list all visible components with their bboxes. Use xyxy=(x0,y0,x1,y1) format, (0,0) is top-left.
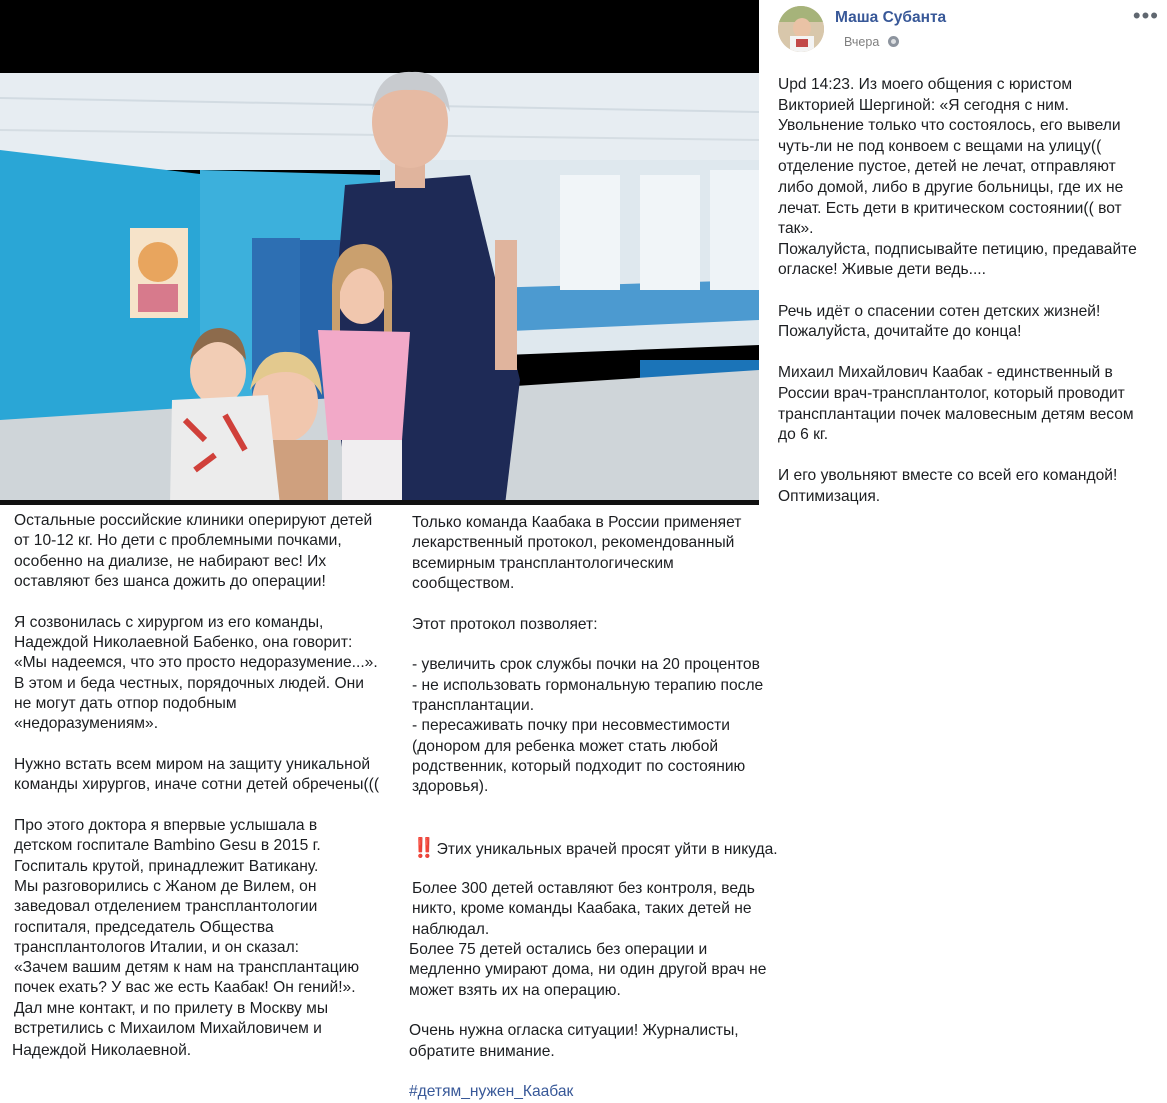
paragraph: Я созвонилась с хирургом из его команды, Надеждой Николаевной Бабенко, она говорит: «Мы надеемся, что это просто недоразумение...». В этом и беда честных, порядочных людей. Они не могут дать отпор подобным «недоразумениям». xyxy=(14,613,378,733)
paragraph: Надеждой Николаевной. xyxy=(12,1042,192,1060)
paragraph: Про этого доктора я впервые услышала в детском госпитале Bambino Gesu в 2015 г. Госпиталь крутой, принадлежит Ватикану. Мы разговорились с Жаном де Вилем, он заведовал отделением трансплантологии госпиталя, председатель Общества трансплантологов Италии, и он сказал: «Зачем вашим детям к нам на трансплантацию почек ехать? У вас же есть Каабак! Он гений!». Дал мне контакт, и по прилету в Москву мы встретились с Михаилом Михайловичем и xyxy=(14,817,360,1038)
author-name[interactable]: Маша Субанта xyxy=(835,9,947,26)
paragraph-text: Этих уникальных врачей просят уйти в никуда. xyxy=(436,840,778,858)
text-column-right xyxy=(409,513,792,1103)
text-column-left xyxy=(14,511,409,1062)
paragraph: Остальные российские клиники оперируют детей от 10-12 кг. Но дети с проблемными почками, особенно на диализе, не набирают вес! Их оставляют без шанса дожить до операции! xyxy=(14,512,373,590)
post-timestamp[interactable]: Вчера xyxy=(844,35,880,49)
paragraph xyxy=(412,819,792,861)
post-header xyxy=(778,3,1163,54)
double-exclamation-icon: ‼️ xyxy=(412,837,433,859)
hashtag-link[interactable]: #детям_нужен_Каабак xyxy=(409,1083,574,1101)
paragraph: Очень нужна огласка ситуации! Журналисты, обратите внимание. xyxy=(409,1022,739,1060)
paragraph: Более 75 детей остались без операции и медленно умирают дома, ни один другой врач не может взять их на операцию. xyxy=(409,941,767,999)
paragraph xyxy=(409,1062,792,1103)
paragraph: Только команда Каабака в России применяет лекарственный протокол, рекомендованный всемирным трансплантологическим сообществом. xyxy=(412,514,742,592)
paragraph: Этот протокол позволяет: xyxy=(412,615,598,633)
avatar-image xyxy=(778,6,824,52)
photo-illustration xyxy=(0,0,759,505)
post-photo[interactable] xyxy=(0,0,759,505)
more-horizontal-icon[interactable]: ••• xyxy=(1132,3,1159,28)
post-update-text: Upd 14:23. Из моего общения с юристом Викторией Шергиной: «Я сегодня с ним. Увольнение только что состоялось, его вывели чуть-ли не под конвоем с вещами на улицу(( отделение пустое, детей не лечат, отправляют либо домой, либо в другие больницы, где их не лечат. Есть дети в критическом состоянии(( вот так». Пожалуйста, подписывайте петицию, предавайте огласке! Живые дети ведь.... Речь идёт о спасении сотен детских жизней! Пожалуйста, дочитайте до конца! Михаил Михайлович Каабак - единственный в России врач-трансплантолог, который проводит трансплантации почек маловесным детям весом до 6 кг. И его увольняют вместе со всей его командой! Оптимизация. xyxy=(778,76,1137,505)
paragraph: - увеличить срок службы почки на 20 процентов - не использовать гормональную терапию после трансплантации. - пересаживать почку при несовместимости (донором для ребенка может стать любой родственник, который подходит по состоянию здоровья). xyxy=(412,656,764,796)
post-meta xyxy=(844,35,899,49)
paragraph: Более 300 детей оставляют без контроля, ведь никто, кроме команды Каабака, таких детей не наблюдал. xyxy=(412,880,755,938)
globe-icon[interactable] xyxy=(888,36,899,47)
avatar[interactable] xyxy=(778,6,824,52)
paragraph: Нужно встать всем миром на защиту уникальной команды хирургов, иначе сотни детей обречены((( xyxy=(14,755,380,794)
